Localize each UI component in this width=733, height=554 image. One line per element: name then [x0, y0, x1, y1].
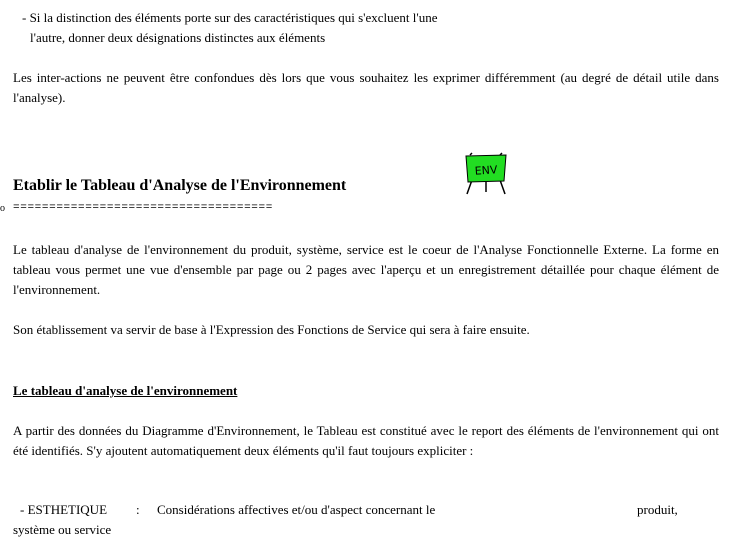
list-item-separator: :: [136, 502, 140, 517]
list-item-tail: produit,: [637, 502, 678, 517]
list-marker: o: [0, 203, 5, 214]
list-item-label: - ESTHETIQUE: [20, 502, 108, 517]
section-paragraph-1: Le tableau d'analyse de l'environnement du produit, système, service est le coeur de l'Analyse Fonctionnelle Externe. La forme en tableau vous permet une vue d'ensemble par page ou 2 pages avec l'aperçu et un enregistrement détaillée pour chaque élément de l'environnement.: [13, 242, 719, 297]
env-easel-icon: [462, 152, 510, 196]
interactions-paragraph: Les inter-actions ne peuvent être confondues dès lors que vous souhaitez les exprimer différemment (au degré de détail utile dans l'analyse).: [13, 70, 719, 105]
section-paragraph-2: Son établissement va servir de base à l'Expression des Fonctions de Service qui sera à faire ensuite.: [13, 322, 530, 337]
list-item-line-2: système ou service: [13, 522, 112, 537]
bullet-text-line-1: - Si la distinction des éléments porte sur des caractéristiques qui s'excluent l'une: [22, 10, 438, 25]
subsection-heading: Le tableau d'analyse de l'environnement: [13, 383, 238, 398]
list-item-text: Considérations affectives et/ou d'aspect concernant le: [157, 502, 436, 517]
subsection-paragraph: A partir des données du Diagramme d'Environnement, le Tableau est constitué avec le report des éléments de l'environnement qui ont été identifiés. S'y ajoutent automatiquement deux éléments qu'il faut toujours expliciter :: [13, 423, 719, 458]
section-title: Etablir le Tableau d'Analyse de l'Environnement: [13, 177, 347, 194]
env-icon-label: ENV: [474, 163, 498, 178]
bullet-text-line-2: l'autre, donner deux désignations distinctes aux éléments: [30, 30, 326, 45]
separator-rule: ====================================: [13, 202, 273, 214]
